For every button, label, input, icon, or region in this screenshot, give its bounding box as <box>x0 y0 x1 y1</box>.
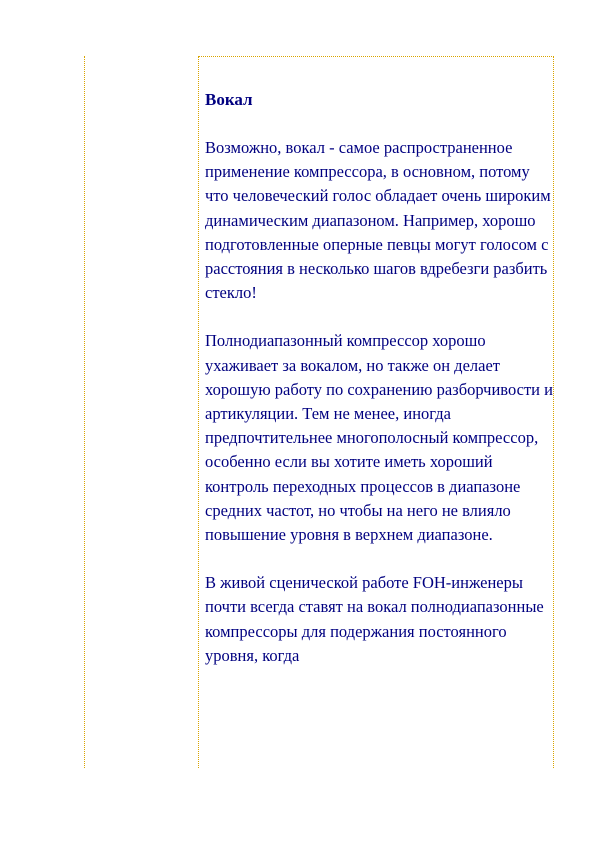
paragraph-1: Возможно, вокал - самое распространенное применение компрессора, в основном, потому что человеческий голос обладает очень широким динамическим диапазоном. Например, хорошо подготовленные оперные певцы могут голосом с расстояния в несколько шагов вдребезги разбить стекло! <box>205 138 551 303</box>
text-frame <box>198 56 554 768</box>
paragraph-3: В живой сценической работе FOH-инженеры почти всегда ставят на вокал полнодиапазонные компрессоры для подержания постоянного уровня, когда <box>205 573 544 665</box>
paragraph-2: Полнодиапазонный компрессор хорошо ухаживает за вокалом, но также он делает хорошую работу по сохранению разборчивости и артикуляции. Тем не менее, иногда предпочтительнее многополосный компрессор, особенно если вы хотите иметь хороший контроль переходных процессов в диапазоне средних частот, но чтобы на него не влияло повышение уровня в верхнем диапазоне. <box>205 331 553 545</box>
section-heading: Вокал <box>205 90 253 109</box>
left-margin-rule <box>84 56 85 768</box>
